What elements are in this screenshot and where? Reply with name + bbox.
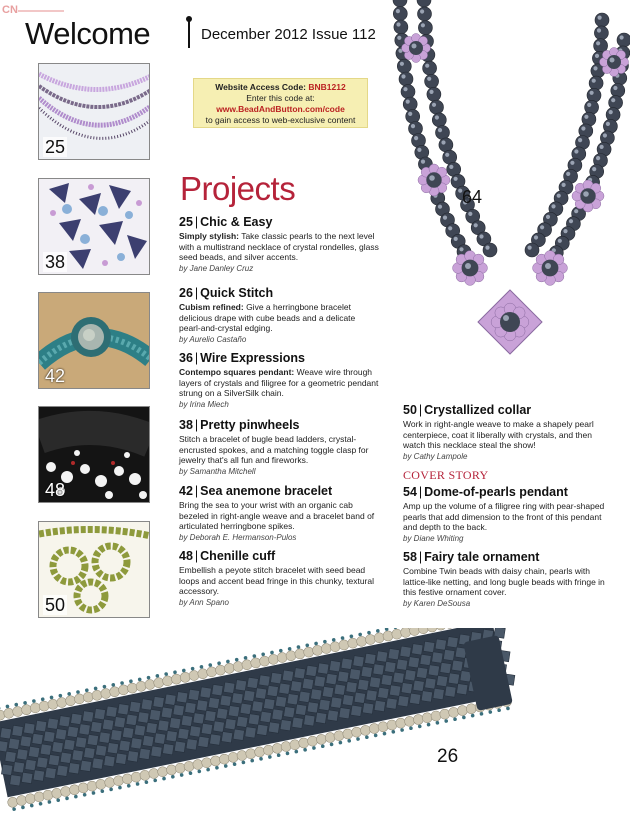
- necklace-photo-page-64[interactable]: [392, 0, 630, 390]
- page-header: [25, 16, 395, 50]
- project-description: Combine Twin beads with daisy chain, pearls with lattice-like netting, and long bugle beads with fringe in this festive ornament cover.: [403, 566, 605, 597]
- thumbnail-page-42[interactable]: [38, 292, 150, 389]
- project-title: 38 | Pretty pinwheels: [179, 418, 300, 432]
- projects-heading: Projects: [180, 170, 296, 207]
- thumbnail-page-25[interactable]: [38, 63, 150, 160]
- project-author: by Samantha Mitchell: [179, 466, 256, 476]
- project-description: Bring the sea to your wrist with an organic cab bezeled in right-angle weave and a bracelet band of articulated herringbone spikes.: [179, 500, 375, 531]
- project-entry-42[interactable]: [179, 484, 379, 543]
- project-entry-26[interactable]: [179, 286, 379, 345]
- thumbnail-page-number: 42: [45, 366, 66, 386]
- project-description: Amp up the volume of a filigree ring with pear-shaped pearls that add dimension to the front of this pendant and depth to the back.: [403, 501, 605, 532]
- project-author: by Jane Danley Cruz: [179, 263, 254, 273]
- project-title: 25 | Chic & Easy: [179, 215, 273, 229]
- project-author: by Ann Spano: [179, 597, 229, 607]
- access-code-instruction: Enter this code at:: [246, 93, 315, 103]
- issue-label: December 2012 Issue 112: [201, 26, 376, 43]
- project-title: 48 | Chenille cuff: [179, 549, 276, 563]
- project-description: Work in right-angle weave to make a shapely pearl centerpiece, coat it liberally with crystals, and then watch this necklace steal the show!: [403, 419, 594, 450]
- thumbnail-page-38[interactable]: [38, 178, 150, 275]
- project-title: 42 | Sea anemone bracelet: [179, 484, 333, 498]
- project-entry-48[interactable]: [179, 549, 379, 608]
- watermark-line: [18, 10, 64, 12]
- project-entry-54[interactable]: [403, 485, 613, 544]
- access-code-label: Website Access Code:: [215, 82, 306, 92]
- bracelet-photo-page-26[interactable]: [0, 628, 630, 823]
- header-divider: [188, 20, 190, 48]
- project-author: by Irina Miech: [179, 399, 229, 409]
- project-description: Contempo squares pendant: Weave wire through layers of crystals and filigree for a geometric pendant strung on a SilverSilk chain.: [179, 367, 379, 398]
- project-description: Embellish a peyote stitch bracelet with seed bead loops and accent bead fringe in this chunky, textural accessory.: [179, 565, 374, 596]
- pearl-necklace-photo: [392, 0, 630, 390]
- project-entry-25[interactable]: [179, 215, 379, 274]
- project-title: 58 | Fairy tale ornament: [403, 550, 540, 564]
- project-author: by Diane Whiting: [403, 533, 464, 543]
- access-code-note: to gain access to web-exclusive content: [205, 115, 356, 125]
- cube-bead-bracelet-photo: [0, 628, 630, 823]
- cover-story-label: COVER STORY: [403, 468, 489, 482]
- project-description: Stitch a bracelet of bugle bead ladders, crystal-encrusted spokes, and a matching toggle clasp for jewelry that's all fun and fireworks.: [179, 434, 369, 465]
- project-description: Simply stylish: Take classic pearls to the next level with a multistrand necklace of crystal rondelles, glass seed beads, and silver accents.: [179, 231, 379, 262]
- watermark-glyph-icon: CN: [2, 4, 18, 16]
- thumbnail-page-number: 48: [45, 480, 66, 500]
- project-entry-38[interactable]: [179, 418, 379, 477]
- project-title: 50 | Crystallized collar: [403, 403, 532, 417]
- project-title: 26 | Quick Stitch: [179, 286, 274, 300]
- bracelet-page-number: 26: [437, 746, 459, 767]
- welcome-heading: Welcome: [25, 16, 151, 51]
- project-author: by Karen DeSousa: [403, 598, 471, 608]
- project-title: 36 | Wire Expressions: [179, 351, 305, 365]
- project-author: by Deborah E. Hermanson-Pulos: [179, 532, 297, 542]
- project-author: by Aurelio Castaño: [179, 334, 247, 344]
- necklace-page-number: 64: [462, 187, 483, 207]
- access-code-value: BNB1212: [308, 82, 346, 92]
- project-entry-58[interactable]: [403, 550, 613, 609]
- project-entry-36[interactable]: [179, 351, 379, 410]
- project-author: by Cathy Lampole: [403, 451, 468, 461]
- project-title: 54 | Dome-of-pearls pendant: [403, 485, 568, 499]
- project-entry-50[interactable]: [403, 403, 613, 462]
- thumbnail-page-50[interactable]: [38, 521, 150, 618]
- thumbnail-page-48[interactable]: [38, 406, 150, 503]
- project-description: Cubism refined: Give a herringbone bracelet delicious drape with cube beads and a delicate pearl-and-crystal edging.: [179, 302, 356, 333]
- website-access-code-box: [193, 78, 368, 128]
- thumbnail-page-number: 25: [45, 137, 66, 157]
- access-code-url[interactable]: www.BeadAndButton.com/code: [216, 104, 345, 114]
- thumbnail-page-number: 38: [45, 252, 66, 272]
- thumbnail-page-number: 50: [45, 595, 66, 615]
